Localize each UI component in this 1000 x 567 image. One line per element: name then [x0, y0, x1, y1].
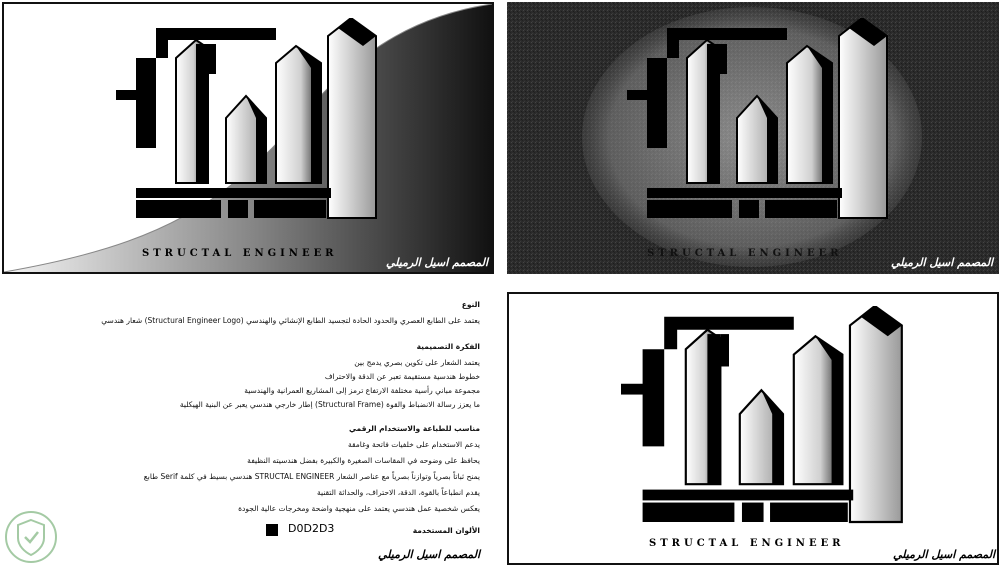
designer-signature: المصمم اسيل الرميلي	[378, 548, 481, 561]
type-text: يعتمد على الطابع العصري والحدود الحادة لتجسيد الطابع الإنشائي والهندسي (Structural Engineer Logo) شعار هندسي	[101, 316, 480, 325]
colors-heading: الألوان المستخدمة	[412, 526, 480, 535]
usage-line: يدعم الاستخدام على خلفيات فاتحة وغامقة	[347, 440, 480, 449]
color-swatch	[266, 524, 278, 536]
designer-signature: المصمم اسيل الرميلي	[893, 548, 996, 561]
usage-heading: مناسب للطباعة والاستخدام الرقمي	[348, 424, 480, 433]
brand-wordmark: STRUCTAL ENGINEER	[142, 248, 338, 259]
concept-heading: الفكرة التصميمية	[416, 342, 480, 351]
shield-watermark-icon	[4, 510, 58, 564]
logo-mark	[116, 18, 416, 248]
logo-panel-light-split	[2, 2, 494, 274]
usage-line: يقدم انطباعاً بالقوة، الدقة، الاحتراف، والحداثة التقنية	[316, 488, 480, 497]
usage-line: يعكس شخصية عمل هندسي يعتمد على منهجية واضحة ومخرجات عالية الجودة	[238, 504, 480, 513]
brand-wordmark: STRUCTAL ENGINEER	[647, 248, 843, 259]
logo-mark	[621, 306, 941, 546]
description-document	[0, 290, 500, 567]
concept-line: مجموعة مباني رأسية مختلفة الارتفاع ترمز إلى المشاريع العمرانية والهندسية	[244, 386, 480, 395]
logo-panel-dark	[507, 2, 999, 274]
color-hex-code: D0D2D3	[288, 522, 335, 535]
usage-line: يحافظ على وضوحه في المقاسات الصغيرة والكبيرة بفضل هندسيته النظيفة	[247, 456, 480, 465]
designer-signature: المصمم اسيل الرميلي	[891, 256, 994, 269]
brand-wordmark: STRUCTAL ENGINEER	[649, 538, 845, 549]
concept-line: خطوط هندسية مستقيمة تعبر عن الدقة والاحتراف	[324, 372, 480, 381]
type-heading: النوع	[461, 300, 480, 309]
logo-mark	[627, 18, 927, 248]
concept-line: يعتمد الشعار على تكوين بصري يدمج بين	[354, 358, 480, 367]
logo-panel-white	[507, 292, 999, 565]
designer-signature: المصمم اسيل الرميلي	[386, 256, 489, 269]
concept-line: ما يعزز رسالة الانضباط والقوة (Structural Frame) إطار خارجي هندسي يعبر عن البنية الهيكلية	[179, 400, 480, 409]
usage-line: يمنح ثباتاً بصرياً وتوازناً بصرياً مع عناصر الشعار STRUCTAL ENGINEER هندسي بسيط في كلمة Serif طابع	[143, 472, 480, 481]
